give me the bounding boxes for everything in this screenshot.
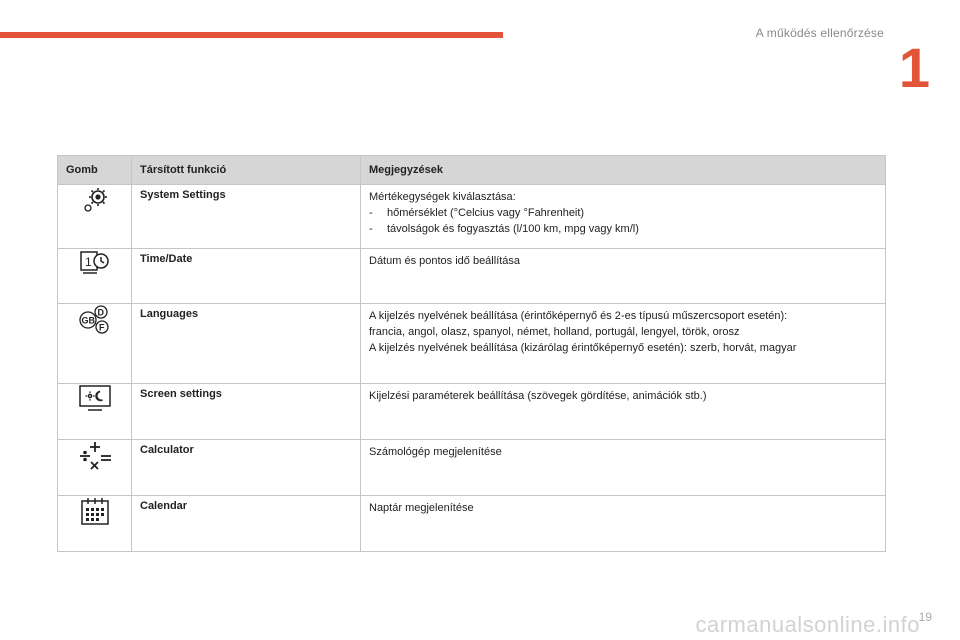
function-name: Languages <box>132 304 361 384</box>
button-cell <box>58 304 132 384</box>
notes-cell <box>361 440 886 496</box>
button-cell <box>58 249 132 304</box>
table-header-row <box>58 156 886 185</box>
table-row <box>58 384 886 440</box>
calendar-icon <box>80 496 110 526</box>
table-row <box>58 304 886 384</box>
note-line: francia, angol, olasz, spanyol, német, holland, portugál, lengyel, török, orosz <box>369 326 740 338</box>
notes-cell <box>361 304 886 384</box>
time-date-icon <box>79 249 111 275</box>
column-header-notes: Megjegyzések <box>361 156 886 185</box>
note-line: Mértékegységek kiválasztása: <box>369 191 516 203</box>
language-label-gb: GB <box>81 315 95 326</box>
note-line: Kijelzési paraméterek beállítása (szövegek gördítése, animációk stb.) <box>369 390 707 402</box>
button-cell <box>58 440 132 496</box>
button-cell <box>58 384 132 440</box>
note-list-item: - hőmérséklet (°Celcius vagy °Fahrenheit) <box>369 205 877 221</box>
chapter-number: 1 <box>898 36 930 99</box>
function-name: System Settings <box>132 185 361 249</box>
notes-cell <box>361 249 886 304</box>
header-accent-bar <box>0 32 503 38</box>
notes-cell <box>361 496 886 552</box>
table-row <box>58 249 886 304</box>
watermark: carmanualsonline.info <box>695 612 920 637</box>
function-name: Calculator <box>132 440 361 496</box>
table-row <box>58 185 886 249</box>
note-line: Naptár megjelenítése <box>369 502 474 514</box>
button-cell <box>58 496 132 552</box>
language-label-f: F <box>98 322 104 333</box>
time-date-icon-digit: 1 <box>84 255 92 269</box>
note-line: Dátum és pontos idő beállítása <box>369 255 521 267</box>
note-line: A kijelzés nyelvének beállítása (érintőképernyő és 2-es típusú műszercsoport esetén): <box>369 310 788 322</box>
calculator-icon <box>77 440 113 472</box>
function-name: Time/Date <box>132 249 361 304</box>
table-row <box>58 440 886 496</box>
languages-icon <box>77 304 113 334</box>
page-number: 19 <box>918 610 932 624</box>
column-header-button: Gomb <box>58 156 132 185</box>
function-name: Calendar <box>132 496 361 552</box>
notes-cell <box>361 185 886 249</box>
column-header-function: Társított funkció <box>132 156 361 185</box>
language-label-d: D <box>97 307 104 318</box>
note-list-item: - távolságok és fogyasztás (l/100 km, mpg vagy km/l) <box>369 221 877 237</box>
functions-table <box>57 155 886 552</box>
function-name: Screen settings <box>132 384 361 440</box>
header-title: A működés ellenőrzése <box>755 26 884 40</box>
notes-cell <box>361 384 886 440</box>
note-line: A kijelzés nyelvének beállítása (kizárólag érintőképernyő esetén): szerb, horvát, magyar <box>369 342 797 354</box>
screen-settings-icon <box>78 384 112 412</box>
table-row <box>58 496 886 552</box>
note-line: Számológép megjelenítése <box>369 446 502 458</box>
gears-icon <box>80 185 110 215</box>
button-cell <box>58 185 132 249</box>
